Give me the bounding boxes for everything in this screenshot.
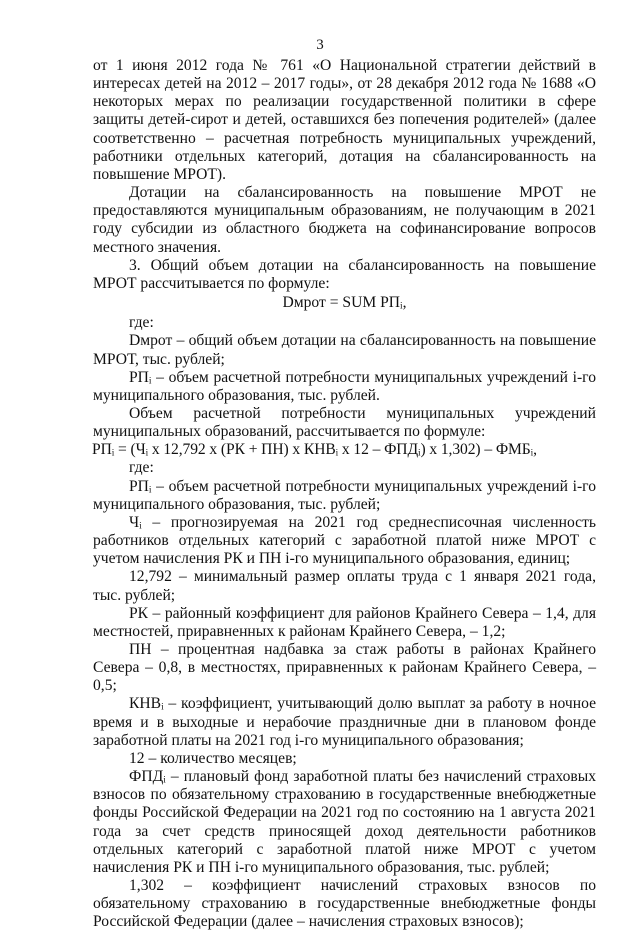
document-body [93,57,596,932]
definition-min-wage: 12,792 – минимальный размер оплаты труда с 1 января 2021 года, тыс. рублей; [93,568,596,604]
definition-rp-i: РПᵢ – объем расчетной потребности муниципальных учреждений i-го муниципального образования, тыс. рублей. [93,368,596,404]
where-label: где: [129,314,154,332]
definition-rk: РК – районный коэффициент для районов Крайнего Севера – 1,4, для местностей, приравненных к районам Крайнего Севера, – 1,2; [93,604,596,640]
definition-rp-i-2: РПᵢ – объем расчетной потребности муниципальных учреждений i-го муниципального образования, тыс. рублей; [93,477,596,513]
formula-rp-i: РПᵢ = (Чᵢ x 12,792 x (РК + ПН) x КНВᵢ x 12 – ФПДᵢ) x 1,302) – ФМБᵢ, [92,441,537,459]
paragraph-decree-references: от 1 июня 2012 года № 761 «О Национальной стратегии действий в интересах детей на 2012 – 2017 годы», от 28 декабря 2012 года № 1688 «О некоторых мерах по реализации государственной политики в сфере защиты детей-сирот и детей, оставшихся без попечения родителей» (далее соответственно – расчетная потребность муниципальных учреждений, работники отдельных категорий, дотация на сбалансированность на повышение МРОТ). [93,57,596,183]
definition-fpd-i: ФПДᵢ – плановый фонд заработной платы без начислений страховых взносов по обязательному страхованию в государственные внебюджетные фонды Российской Федерации на 2021 год по состоянию на 1 августа 2021 года за счет средств приносящей доход деятельности работников отдельных категорий с заработной платой ниже МРОТ с учетом начисления РК и ПН i-го муниципального образования, тыс. рублей; [93,768,596,876]
paragraph-item-3: 3. Общий объем дотации на сбалансированность на повышение МРОТ рассчитывается по формуле: [93,256,596,292]
definition-insurance-coefficient: 1,302 – коэффициент начислений страховых взносов по обязательному страхованию в государственные внебюджетные фонды Российской Федерации (далее – начисления страховых взносов); [93,877,596,931]
paragraph-subsidy-exclusion: Дотации на сбалансированность на повышение МРОТ не предоставляются муниципальным образованиям, не получающим в 2021 году субсидии из областного бюджета на софинансирование вопросов местного значения. [93,184,596,256]
formula-total-grant: Dмрот = SUM РПᵢ, [282,294,407,312]
definition-months: 12 – количество месяцев; [129,749,297,767]
page-number: 3 [316,37,324,53]
where-label-2: где: [129,459,154,477]
definition-pn: ПН – процентная надбавка за стаж работы в районах Крайнего Севера – 0,8, в местностях, приравненных к районам Крайнего Севера, – 0,5; [93,641,596,695]
definition-ch-i: Чᵢ – прогнозируемая на 2021 год среднесписочная численность работников отдельных категорий с заработной платой ниже МРОТ с учетом начисления РК и ПН i-го муниципального образования, единиц; [93,513,596,568]
definition-d-mrot: Dмрот – общий объем дотации на сбалансированность на повышение МРОТ, тыс. рублей; [93,332,596,368]
definition-knv-i: КНВᵢ – коэффициент, учитывающий долю выплат за работу в ночное время и в выходные и нерабочие праздничные дни в плановом фонде заработной платы на 2021 год i-го муниципального образования; [93,695,596,749]
paragraph-rp-formula-intro: Объем расчетной потребности муниципальных учреждений муниципальных образований, рассчитывается по формуле: [93,404,596,441]
